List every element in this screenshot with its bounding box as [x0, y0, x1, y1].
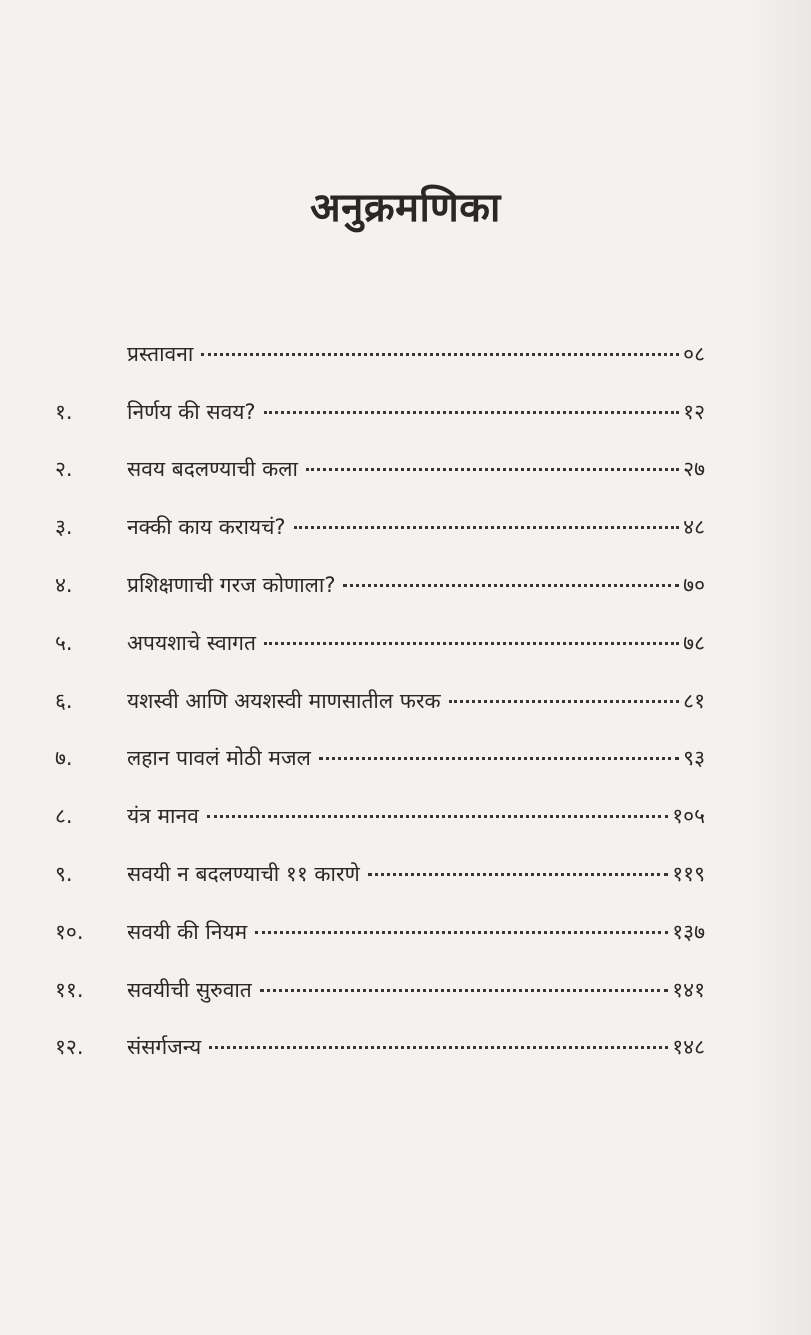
chapter-number: ११. — [55, 977, 84, 1002]
toc-row — [55, 730, 705, 788]
chapter-number: २. — [55, 457, 73, 482]
toc-row — [55, 903, 705, 961]
toc-row — [55, 614, 705, 672]
chapter-number: ९. — [55, 862, 73, 887]
chapter-title: निर्णय की सवय? — [127, 399, 256, 424]
chapter-title: सवयी की नियम — [127, 919, 248, 944]
toc-entry — [127, 860, 705, 888]
chapter-number: ३. — [55, 515, 73, 540]
page-number: १२ — [683, 399, 705, 424]
table-of-contents — [55, 325, 705, 1076]
page-number: ०८ — [683, 341, 705, 366]
dot-leader — [306, 468, 679, 471]
chapter-number: ८. — [55, 804, 73, 829]
chapter-title: सवयी न बदलण्याची ११ कारणे — [127, 862, 360, 887]
chapter-number: १२. — [55, 1035, 84, 1060]
toc-row — [55, 383, 705, 441]
page-number: ७८ — [683, 630, 705, 655]
page-number: १४१ — [672, 977, 705, 1002]
dot-leader — [343, 584, 679, 587]
toc-entry — [127, 1033, 705, 1061]
toc-entry — [127, 398, 705, 426]
chapter-title: लहान पावलं मोठी मजल — [127, 746, 311, 771]
toc-row — [55, 787, 705, 845]
toc-entry — [127, 918, 705, 946]
page-number: ७० — [683, 573, 705, 598]
chapter-number: ४. — [55, 573, 73, 598]
dot-leader — [201, 353, 679, 356]
toc-entry — [127, 687, 705, 715]
toc-entry — [127, 571, 705, 599]
page-number: १०५ — [672, 804, 705, 829]
toc-row — [55, 556, 705, 614]
chapter-title: सवय बदलण्याची कला — [127, 457, 298, 482]
dot-leader — [449, 700, 679, 703]
page-number: ४८ — [683, 515, 705, 540]
dot-leader — [319, 757, 679, 760]
chapter-number: १०. — [55, 919, 84, 944]
dot-leader — [264, 411, 680, 414]
toc-row — [55, 845, 705, 903]
chapter-title: अपयशाचे स्वागत — [127, 630, 256, 655]
page-number: ११९ — [672, 862, 705, 887]
toc-row — [55, 1019, 705, 1077]
dot-leader — [264, 642, 679, 645]
chapter-title: प्रशिक्षणाची गरज कोणाला? — [127, 573, 336, 598]
chapter-title: नक्की काय करायचं? — [127, 515, 286, 540]
page-number: १३७ — [672, 919, 705, 944]
chapter-number: ५. — [55, 630, 73, 655]
chapter-title: यंत्र मानव — [127, 804, 199, 829]
toc-entry — [127, 340, 705, 368]
toc-row — [55, 325, 705, 383]
dot-leader — [207, 815, 668, 818]
page-title: अनुक्रमणिका — [310, 185, 501, 231]
toc-entry — [127, 802, 705, 830]
chapter-number: ६. — [55, 688, 73, 713]
chapter-number: ७. — [55, 746, 73, 771]
chapter-number: १. — [55, 399, 73, 424]
dot-leader — [255, 931, 668, 934]
toc-row — [55, 498, 705, 556]
page-number: १४८ — [672, 1035, 705, 1060]
dot-leader — [368, 873, 668, 876]
page-number: २७ — [683, 457, 705, 482]
dot-leader — [294, 526, 680, 529]
dot-leader — [260, 989, 668, 992]
toc-row — [55, 441, 705, 499]
toc-row — [55, 672, 705, 730]
toc-entry — [127, 629, 705, 657]
toc-row — [55, 961, 705, 1019]
chapter-title: यशस्वी आणि अयशस्वी माणसातील फरक — [127, 688, 441, 713]
page-number: ८१ — [683, 688, 705, 713]
toc-entry — [127, 455, 705, 483]
toc-entry — [127, 513, 705, 541]
chapter-title: संसर्गजन्य — [127, 1035, 202, 1060]
chapter-title: प्रस्तावना — [127, 341, 194, 366]
toc-entry — [127, 744, 705, 772]
chapter-title: सवयीची सुरुवात — [127, 977, 252, 1002]
page-number: ९३ — [683, 746, 705, 771]
toc-entry — [127, 976, 705, 1004]
dot-leader — [209, 1046, 668, 1049]
